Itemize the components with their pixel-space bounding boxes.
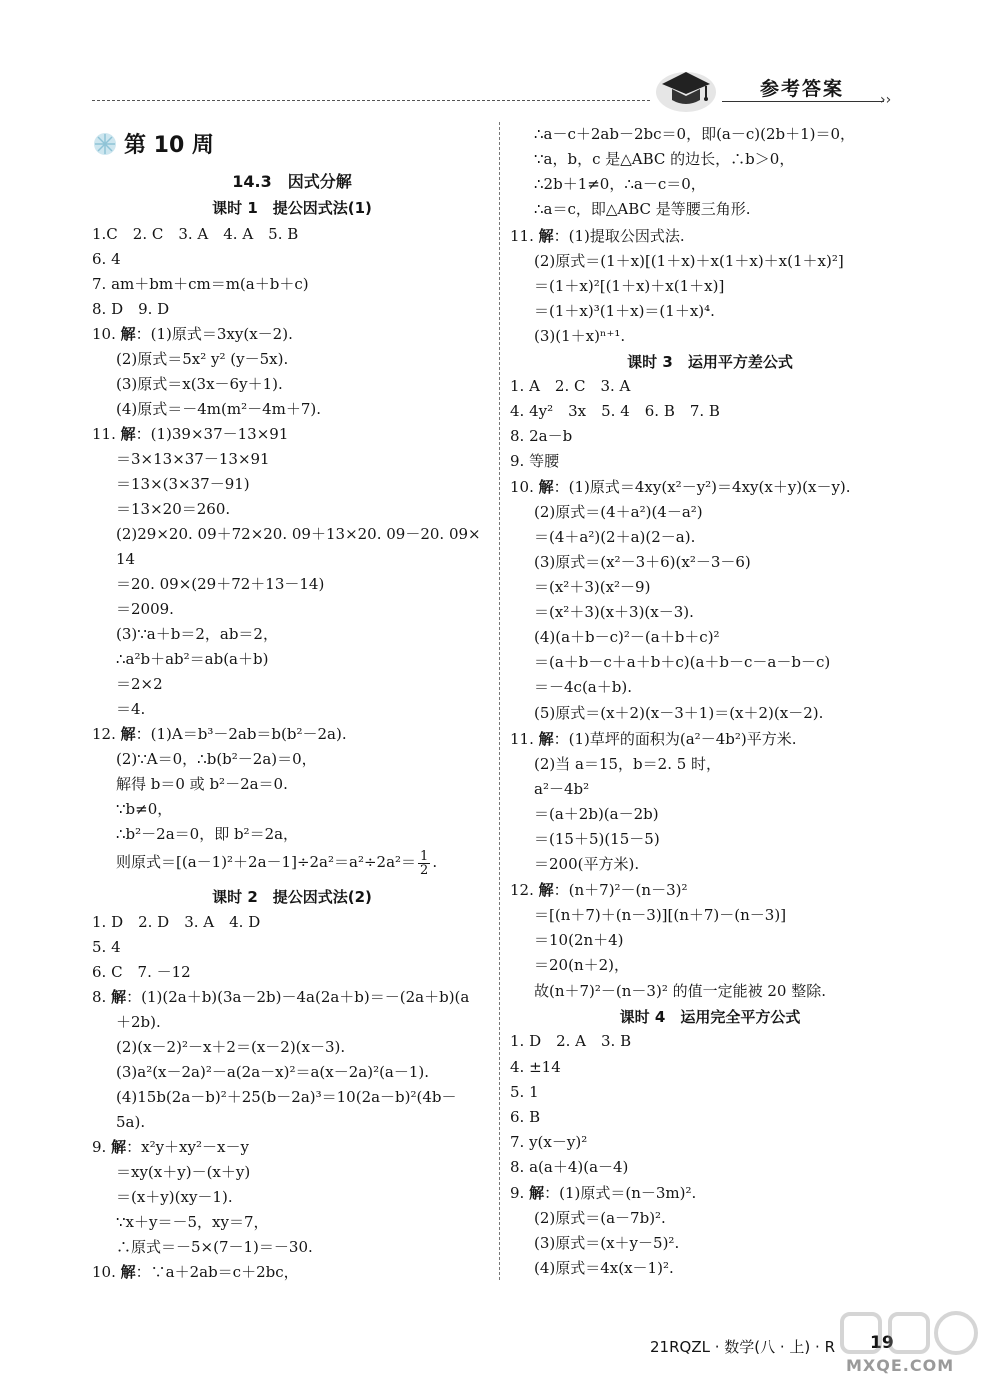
answer-line: a²－4b²	[534, 780, 590, 798]
watermark-text: MXQE.COM	[846, 1356, 955, 1375]
answer-line: 7. y(x－y)²	[510, 1133, 588, 1151]
week-heading	[92, 128, 214, 159]
answer-text: ：(1)39×37－13×91	[135, 425, 289, 443]
answer-line: 6. 4	[92, 250, 121, 268]
answer-line: (2)29×20. 09＋72×20. 09＋13×20. 09－20. 09×	[116, 525, 481, 543]
question-number: 10.	[92, 325, 121, 343]
answer-line: 5. 4	[92, 938, 121, 956]
answer-line: 8. a(a＋4)(a－4)	[510, 1158, 629, 1176]
answer-line: 5. 1	[510, 1083, 539, 1101]
graduation-cap-icon	[654, 62, 718, 114]
question-number: 10.	[92, 1263, 121, 1281]
answer-line	[510, 1183, 696, 1203]
answer-line: (4)(a＋b－c)²－(a＋b＋c)²	[534, 628, 720, 646]
answer-line: ＝(1＋x)²[(1＋x)＋x(1＋x)]	[534, 277, 725, 295]
answer-line: (2)原式＝5x² y² (y－5x).	[116, 350, 289, 368]
answer-text: ：∵a＋2ab＝c＋2bc，	[135, 1263, 299, 1281]
answer-line	[92, 324, 293, 344]
answer-line: 9. 等腰	[510, 452, 560, 470]
question-number: 8.	[92, 988, 112, 1006]
page-number: 19	[870, 1333, 894, 1353]
answer-line: 1. D 2. D 3. A 4. D	[92, 913, 261, 931]
answer-line: ＝(x²＋3)(x²－9)	[534, 578, 651, 596]
answer-line: (2)∵A＝0，∴b(b²－2a)＝0，	[116, 750, 317, 768]
answer-line: 1.C 2. C 3. A 4. A 5. B	[92, 225, 299, 243]
answer-line: (2)(x－2)²－x＋2＝(x－2)(x－3).	[116, 1038, 346, 1056]
answer-line: (3)原式＝(x＋y－5)².	[534, 1234, 680, 1252]
answer-line: 故(n＋7)²－(n－3)² 的值一定能被 20 整除.	[534, 982, 827, 1000]
lesson-4-title: 课时 4 运用完全平方公式	[619, 1008, 801, 1026]
answer-line: (4)原式＝4x(x－1)².	[534, 1259, 674, 1277]
answer-line: ＝(15＋5)(15－5)	[534, 830, 660, 848]
section-title: 14.3 因式分解	[232, 172, 352, 191]
answer-line: (4)15b(2a－b)²＋25(b－2a)³＝10(2a－b)²(4b－	[116, 1088, 457, 1106]
answer-line: (2)原式＝(1＋x)[(1＋x)＋x(1＋x)＋x(1＋x)²]	[534, 252, 844, 270]
answer-line: ∴2b＋1≠0，∴a－c＝0，	[534, 175, 706, 193]
answer-line: ＝(a＋b－c＋a＋b＋c)(a＋b－c－a－b－c)	[534, 653, 831, 671]
answer-line: ＝(4＋a²)(2＋a)(2－a).	[534, 528, 696, 546]
answer-line: ＝(x＋y)(xy－1).	[116, 1188, 233, 1206]
answer-line: ∴a－c＋2ab－2bc＝0，即(a－c)(2b＋1)＝0，	[534, 125, 856, 143]
answer-line: (4)原式＝－4m(m²－4m＋7).	[116, 400, 322, 418]
answer-line: ＝[(n＋7)＋(n－3)][(n＋7)－(n－3)]	[534, 906, 787, 924]
answer-line	[92, 1262, 299, 1282]
answer-line: ＝－4c(a＋b).	[534, 678, 632, 696]
answer-line	[92, 424, 288, 444]
answer-text: ：(1)(2a＋b)(3a－2b)－4a(2a＋b)＝－(2a＋b)(a	[126, 988, 470, 1006]
answer-text: ：(1)原式＝(n－3m)².	[544, 1184, 697, 1202]
answer-line: 5a).	[116, 1113, 146, 1131]
answer-line: ∴a²b＋ab²＝ab(a＋b)	[116, 650, 269, 668]
answer-line: ∵a，b，c 是△ABC 的边长，∴b＞0，	[534, 150, 795, 168]
question-number: 9.	[510, 1184, 530, 1202]
solution-label: 解	[111, 1138, 127, 1156]
answer-line: ＝(x²＋3)(x＋3)(x－3).	[534, 603, 694, 621]
answer-line: ∵x＋y＝－5，xy＝7，	[116, 1213, 269, 1231]
answer-line: 7. am＋bm＋cm＝m(a＋b＋c)	[92, 275, 309, 293]
answer-line: 8. D 9. D	[92, 300, 170, 318]
answer-line: 4. 4y² 3x 5. 4 6. B 7. B	[510, 402, 720, 420]
answer-line	[510, 226, 685, 246]
question-number: 9.	[92, 1138, 112, 1156]
answer-line: ＝200(平方米).	[534, 855, 640, 873]
answer-line: (3)原式＝x(3x－6y＋1).	[116, 375, 283, 393]
answer-text: .	[432, 853, 438, 871]
answer-line: ∵b≠0，	[116, 800, 173, 818]
answer-text: ：(n＋7)²－(n－3)²	[553, 881, 688, 899]
answer-line	[92, 848, 437, 877]
answer-line	[92, 987, 469, 1007]
answer-line: ＝3×13×37－13×91	[116, 450, 270, 468]
answer-line: ＝xy(x＋y)－(x＋y)	[116, 1163, 251, 1181]
answer-line: (2)当 a＝15，b＝2. 5 时，	[534, 755, 722, 773]
solution-label: 解	[538, 881, 554, 899]
answer-line: ＝13×20＝260.	[116, 500, 231, 518]
lesson-1-title: 课时 1 提公因式法(1)	[212, 199, 372, 217]
solution-label: 解	[538, 227, 554, 245]
answer-line: ＝(a＋2b)(a－2b)	[534, 805, 659, 823]
answer-line: (3)原式＝(x²－3＋6)(x²－3－6)	[534, 553, 751, 571]
question-number: 10.	[510, 478, 539, 496]
solution-label: 解	[111, 988, 127, 1006]
answer-text: ：(1)草坪的面积为(a²－4b²)平方米.	[553, 730, 797, 748]
question-number: 11.	[510, 227, 539, 245]
solution-label: 解	[120, 325, 136, 343]
lesson-2-title: 课时 2 提公因式法(2)	[212, 888, 372, 906]
answer-text: ：(1)提取公因式法.	[553, 227, 685, 245]
answer-line	[92, 1137, 249, 1157]
answer-text: ：(1)A＝b³－2ab＝b(b²－2a).	[135, 725, 347, 743]
solution-label: 解	[538, 478, 554, 496]
question-number: 11.	[92, 425, 121, 443]
answer-line: 14	[116, 550, 136, 568]
answer-line: ＋2b).	[116, 1013, 161, 1031]
answer-text: ：x²y＋xy²－x－y	[126, 1138, 249, 1156]
solution-label: 解	[120, 425, 136, 443]
answer-line: ＝20(n＋2)，	[534, 956, 629, 974]
header-divider-solid	[722, 101, 884, 102]
question-number: 11.	[510, 730, 539, 748]
answer-line: (2)原式＝(a－7b)².	[534, 1209, 666, 1227]
book-code: 21RQZL · 数学(八 · 上) · R	[650, 1338, 835, 1356]
fraction	[418, 850, 430, 877]
watermark-logo-icon	[836, 1308, 986, 1388]
answer-line: (3)a²(x－2a)²－a(2a－x)²＝a(x－2a)²(a－1).	[116, 1063, 430, 1081]
solution-label: 解	[120, 1263, 136, 1281]
lesson-3-title: 课时 3 运用平方差公式	[627, 353, 793, 371]
answer-line	[510, 729, 796, 749]
answer-line: ∴原式＝－5×(7－1)＝－30.	[116, 1238, 313, 1256]
header-divider-dashed	[92, 100, 650, 101]
fraction-numerator: 1	[420, 848, 429, 864]
answer-text: ：(1)原式＝3xy(x－2).	[135, 325, 293, 343]
answer-text: ：(1)原式＝4xy(x²－y²)＝4xy(x＋y)(x－y).	[553, 478, 851, 496]
solution-label: 解	[538, 730, 554, 748]
answer-line: 解得 b＝0 或 b²－2a＝0.	[116, 775, 288, 793]
answer-line: 1. A 2. C 3. A	[510, 377, 631, 395]
answer-line: ＝2×2	[116, 675, 163, 693]
answer-line: ＝10(2n＋4)	[534, 931, 624, 949]
answer-line	[92, 724, 347, 744]
solution-label: 解	[120, 725, 136, 743]
answer-line: ∴b²－2a＝0，即 b²＝2a，	[116, 825, 299, 843]
solution-label: 解	[529, 1184, 545, 1202]
question-number: 12.	[510, 881, 539, 899]
week-title: 第 10 周	[124, 133, 214, 158]
question-number: 12.	[92, 725, 121, 743]
answer-line: 8. 2a－b	[510, 427, 573, 445]
double-chevron-right-icon: ››	[880, 92, 892, 108]
fraction-denominator: 2	[420, 862, 429, 878]
answer-line	[510, 880, 687, 900]
answer-line: (3)∵a＋b＝2，ab＝2，	[116, 625, 278, 643]
answer-line: 4. ±14	[510, 1058, 561, 1076]
answer-line: ＝2009.	[116, 600, 174, 618]
answer-line: (2)原式＝(4＋a²)(4－a²)	[534, 503, 703, 521]
answer-line	[510, 477, 851, 497]
answer-line: ＝4.	[116, 700, 146, 718]
answer-line: ＝(1＋x)³(1＋x)＝(1＋x)⁴.	[534, 302, 715, 320]
snowflake-icon	[92, 131, 118, 157]
answer-text: 则原式＝[(a－1)²＋2a－1]÷2a²＝a²÷2a²＝	[116, 853, 417, 871]
answer-line: ∴a＝c，即△ABC 是等腰三角形.	[534, 200, 751, 218]
answer-line: 6. C 7. －12	[92, 963, 191, 981]
answer-line: (3)(1＋x)ⁿ⁺¹.	[534, 327, 626, 345]
header-title: 参考答案	[760, 78, 845, 100]
answer-line: 1. D 2. A 3. B	[510, 1032, 632, 1050]
answer-line: 6. B	[510, 1108, 541, 1126]
answer-line: (5)原式＝(x＋2)(x－3＋1)＝(x＋2)(x－2).	[534, 704, 824, 722]
answer-line: ＝13×(3×37－91)	[116, 475, 250, 493]
column-divider	[499, 122, 500, 1280]
answer-line: ＝20. 09×(29＋72＋13－14)	[116, 575, 325, 593]
